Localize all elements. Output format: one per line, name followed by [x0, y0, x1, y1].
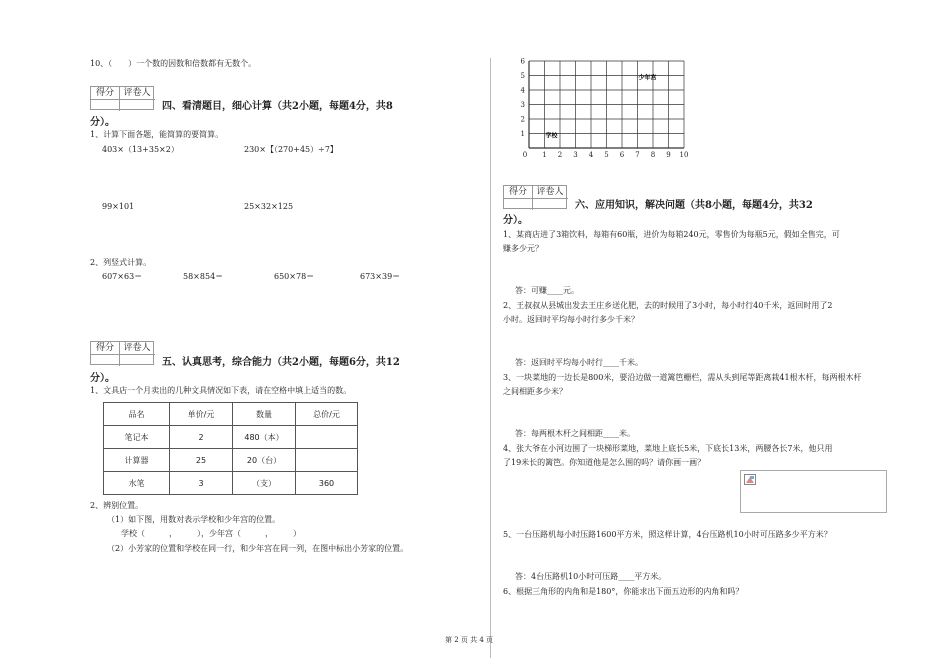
vertical-calc-4: 673×39＝ [360, 272, 401, 281]
score-box-section5 [90, 341, 154, 365]
section4-q1: 1、计算下面各题，能简算的要简算。 [90, 130, 224, 139]
x-tick-label: 1 [542, 151, 547, 159]
y-tick-label: 2 [520, 115, 525, 124]
header-cell: 数量 [233, 403, 296, 426]
section4-title-cont: 分）。 [90, 117, 115, 128]
section6-title-cont: 分）。 [503, 215, 528, 226]
y-tick-label: 5 [520, 72, 525, 80]
expr-3: 99×101 [102, 202, 135, 211]
table-row [104, 449, 358, 472]
section6-q3-cont: 之间相距多少米？ [503, 387, 567, 396]
x-tick-label: 9 [666, 151, 671, 159]
section5-title: 五、认真思考，综合能力（共2小题，每题6分，共12 [162, 357, 400, 368]
header-cell: 单价/元 [170, 403, 233, 426]
stationery-table [103, 402, 358, 495]
y-tick-label: 4 [520, 86, 525, 95]
table-row [104, 472, 358, 495]
x-tick-label: 3 [573, 151, 578, 159]
drawing-area[interactable] [740, 470, 887, 513]
y-tick-label: 3 [520, 101, 525, 109]
table-row [104, 426, 358, 449]
palace-label: 少年宫 [638, 74, 657, 82]
vertical-calc-1: 607×63＝ [102, 272, 143, 281]
section6-a3: 答：每两根木杆之间相距____米。 [515, 429, 635, 438]
table-cell: 3 [170, 472, 233, 495]
table-cell: 480（本） [233, 426, 296, 449]
reviewer-label: 评卷人 [532, 186, 568, 199]
origin-label: 0 [522, 151, 528, 159]
vertical-calc-3: 650×78＝ [274, 272, 315, 281]
table-cell: 25 [170, 449, 233, 472]
table-cell: 计算器 [104, 449, 170, 472]
score-box-section4 [90, 86, 154, 110]
table-cell-blank[interactable] [296, 449, 358, 472]
table-cell: 笔记本 [104, 426, 170, 449]
coordinate-grid [515, 55, 705, 165]
x-tick-label: 6 [619, 151, 625, 159]
table-cell-blank[interactable] [296, 426, 358, 449]
section6-q1: 1、某商店进了3箱饮料，每箱有60瓶，进价为每箱240元，零售价为每瓶5元，假如全售完，可 [503, 230, 840, 239]
score-box-section6 [503, 185, 567, 209]
score-label: 得分 [91, 87, 120, 100]
score-label: 得分 [504, 186, 533, 199]
header-cell: 总价/元 [296, 403, 358, 426]
section6-q1-cont: 赚多少元？ [503, 244, 543, 253]
section5-q2b: （2）小芳家的位置和学校在同一行，和少年宫在同一列，在图中标出小芳家的位置。 [107, 544, 409, 553]
school-label: 学校 [545, 132, 558, 140]
x-tick-label: 7 [635, 151, 640, 159]
table-cell: 20（台） [233, 449, 296, 472]
section6-q4: 4、张大爷在小河边围了一块梯形菜地，菜地上底长5米，下底长13米，两腰各长7米，他只用 [503, 444, 833, 453]
table-cell: 水笔 [104, 472, 170, 495]
section5-q1: 1、文具店一个月卖出的几种文具情况如下表，请在空格中填上适当的数。 [90, 386, 352, 395]
section5-q2: 2、辨别位置。 [90, 501, 144, 510]
section6-title: 六、应用知识，解决问题（共8小题，每题4分，共32 [575, 200, 813, 211]
section5-q2a-fill: 学校（ ， ），少年宫（ ， ） [121, 529, 301, 538]
reviewer-label: 评卷人 [119, 342, 155, 355]
question-10: 10、（ ）一个数的因数和倍数都有无数个。 [90, 59, 257, 68]
section6-q2-cont: 小时。返回时平均每小时行多少千米？ [503, 315, 639, 324]
x-tick-label: 8 [650, 151, 656, 159]
expr-2: 230×【（270+45）÷7】 [244, 145, 338, 154]
section6-q2: 2、王叔叔从县城出发去王庄乡送化肥，去的时候用了3小时，每小时行40千米，返回时用了2 [503, 301, 833, 310]
vertical-calc-2: 58×854＝ [183, 272, 224, 281]
image-placeholder-icon [744, 474, 756, 485]
y-tick-label: 1 [520, 130, 525, 138]
section4-title: 四、看清题目，细心计算（共2小题，每题4分，共8 [162, 101, 393, 112]
table-cell: （支） [233, 472, 296, 495]
x-tick-label: 4 [588, 151, 594, 159]
section6-q6: 6、根据三角形的内角和是180°，你能求出下面五边形的内角和吗？ [503, 587, 744, 596]
x-tick-label: 10 [679, 151, 689, 159]
table-cell: 360 [296, 472, 358, 495]
page-footer: 第 2 页 共 4 页 [445, 636, 494, 644]
y-tick-label: 6 [520, 57, 525, 66]
section6-a2: 答：返回时平均每小时行____千米。 [515, 358, 643, 367]
score-label: 得分 [91, 342, 120, 355]
section6-q3: 3、一块菜地的一边长是800米，要沿边做一道篱笆栅栏，需从头到尾等距离栽41根木杆，每两根木杆 [503, 373, 862, 382]
section6-q4-cont: 了19米长的篱笆。你知道他是怎么围的吗？请你画一画？ [503, 458, 706, 467]
x-tick-label: 5 [604, 151, 609, 159]
grid-labels [521, 58, 689, 160]
expr-1: 403×（13+35×2） [102, 145, 179, 154]
section6-a5: 答：4台压路机10小时可压路____平方米。 [515, 572, 667, 581]
section5-q2a: （1）如下图，用数对表示学校和少年宫的位置。 [107, 515, 281, 524]
header-cell: 品名 [104, 403, 170, 426]
section5-title-cont: 分）。 [90, 373, 115, 384]
table-header-row [104, 403, 358, 426]
section4-q2: 2、列竖式计算。 [90, 258, 152, 267]
table-cell: 2 [170, 426, 233, 449]
expr-4: 25×32×125 [244, 202, 294, 211]
reviewer-label: 评卷人 [119, 87, 155, 100]
section6-a1: 答：可赚____元。 [515, 286, 579, 295]
section6-q5: 5、一台压路机每小时压路1600平方米，照这样计算，4台压路机10小时可压路多少平方米？ [503, 530, 832, 539]
x-tick-label: 2 [557, 151, 563, 159]
column-divider [490, 58, 491, 658]
